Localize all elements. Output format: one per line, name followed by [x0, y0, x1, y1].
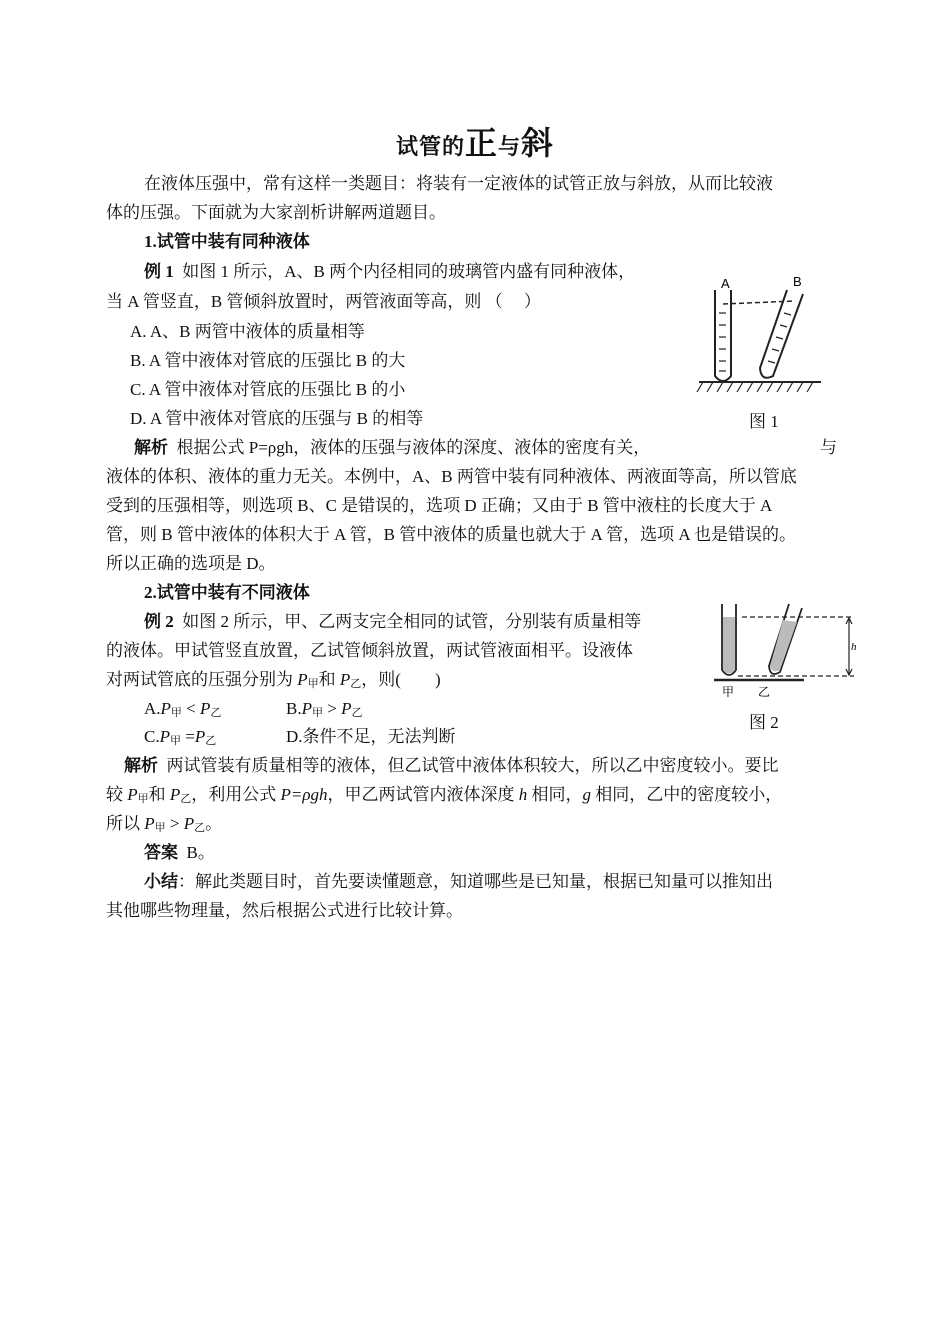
- summary-line: 其他哪些物理量，然后根据公式进行比较计算。: [106, 901, 463, 920]
- figure-label-a: A: [721, 276, 730, 291]
- title-text: 正: [464, 125, 498, 161]
- figure-label-jia: 甲: [722, 685, 735, 699]
- figure-1-caption: 图 1: [749, 412, 779, 431]
- title-text: 斜: [521, 125, 555, 161]
- analysis-text: 根据公式 P=ρgh，液体的压强与液体的深度、液体的密度有关，: [176, 438, 651, 457]
- figure-2-caption: 图 2: [749, 713, 779, 732]
- analysis-label: 解析: [124, 756, 158, 775]
- section-heading: 2.试管中装有不同液体: [144, 583, 310, 602]
- example-text: ，则( ): [361, 670, 441, 689]
- analysis-text: ，甲乙两试管内液体深度: [327, 785, 519, 804]
- option-c: [144, 723, 216, 755]
- symbol-p: P: [159, 727, 170, 746]
- symbol-p: P: [194, 727, 206, 746]
- symbol-p: P: [200, 699, 211, 718]
- analysis-text: 与: [820, 438, 837, 457]
- subscript-yi: 乙: [351, 707, 363, 719]
- symbol-p: P: [160, 699, 171, 718]
- example-text: 如图 1 所示，A、B 两个内径相同的玻璃管内盛有同种液体，: [182, 262, 636, 281]
- analysis-text: 较: [106, 785, 128, 804]
- example-line: 当 A 管竖直，B 管倾斜放置时，两管液面等高，则 （ ）: [106, 292, 541, 311]
- option-c: C. A 管中液体对管底的压强比 B 的小: [130, 380, 406, 399]
- intro-line: 体的压强。下面就为大家剖析讲解两道题目。: [106, 203, 446, 222]
- operator: >: [165, 814, 184, 833]
- operator: <: [181, 699, 201, 718]
- figure-label-b: B: [793, 274, 802, 289]
- summary-line: [144, 868, 773, 896]
- example-label: 例 1: [144, 262, 174, 281]
- analysis-text: 两试管装有质量相等的液体，但乙试管中液体体积较大，所以乙中密度较小。要比: [166, 756, 779, 775]
- operator: >: [322, 699, 342, 718]
- example-text: 对两试管底的压强分别为: [106, 670, 298, 689]
- analysis-label: 解析: [134, 438, 168, 457]
- symbol-g: g: [582, 785, 592, 804]
- formula: P=ρgh: [280, 785, 328, 804]
- analysis-text: 相同，乙中的密度较小，: [591, 785, 783, 804]
- example-line: [106, 666, 441, 698]
- title-text: 试管的: [395, 134, 465, 159]
- option-prefix: B.: [286, 699, 302, 718]
- example-line: 的液体。甲试管竖直放置，乙试管倾斜放置，两试管液面相平。设液体: [106, 641, 633, 660]
- subscript-jia: 甲: [169, 735, 181, 747]
- analysis-text: 所以: [106, 814, 145, 833]
- analysis-line: 液体的体积、液体的重力无关。本例中，A、B 两管中装有同种液体、两液面等高，所以管底: [106, 467, 797, 486]
- subscript-yi: 乙: [180, 793, 192, 805]
- analysis-text: ，利用公式: [191, 785, 281, 804]
- page-title: [0, 118, 950, 164]
- option-b: B. A 管中液体对管底的压强比 B 的大: [130, 351, 406, 370]
- intro-line: 在液体压强中，常有这样一类题目：将装有一定液体的试管正放与斜放，从而比较液: [144, 174, 773, 193]
- symbol-h: h: [518, 785, 528, 804]
- symbol-p: P: [144, 814, 155, 833]
- option-d: D.条件不足，无法判断: [286, 727, 456, 746]
- option-a: A. A、B 两管中液体的质量相等: [130, 322, 365, 341]
- example-text: 如图 2 所示，甲、乙两支完全相同的试管，分别装有质量相等: [182, 612, 642, 631]
- figure-label-yi: 乙: [758, 685, 771, 699]
- subscript-jia: 甲: [137, 793, 149, 805]
- analysis-line: 受到的压强相等，则选项 B、C 是错误的，选项 D 正确；又由于 B 管中液柱的长度大于 A: [106, 496, 773, 515]
- subscript-jia: 甲: [170, 707, 182, 719]
- analysis-line: [134, 434, 650, 462]
- figure-1-diagram: [695, 268, 835, 408]
- answer-label: 答案: [144, 843, 178, 862]
- option-prefix: C.: [144, 727, 160, 746]
- figure-label-h: h: [851, 641, 857, 653]
- summary-text: ：解此类题目时，首先要读懂题意，知道哪些是已知量，根据已知量可以推知出: [178, 872, 773, 891]
- section-heading: 1.试管中装有同种液体: [144, 232, 310, 251]
- analysis-line: 管，则 B 管中液体的体积大于 A 管，B 管中液体的质量也就大于 A 管，选项 A 也是错误的。: [106, 525, 796, 544]
- option-d: D. A 管中液体对管底的压强与 B 的相等: [130, 409, 424, 428]
- subscript-jia: 甲: [154, 822, 166, 834]
- example-line: [144, 608, 641, 636]
- subscript-yi: 乙: [194, 822, 206, 834]
- subscript-yi: 乙: [350, 678, 362, 690]
- subscript-yi: 乙: [205, 735, 217, 747]
- analysis-text: 。: [205, 814, 223, 833]
- symbol-p: P: [297, 670, 308, 689]
- answer-text: B。: [186, 843, 215, 862]
- symbol-p: P: [169, 785, 181, 804]
- analysis-line: 所以正确的选项是 D。: [106, 554, 276, 573]
- title-text: 与: [498, 134, 522, 159]
- operator: =: [180, 727, 195, 746]
- example-text: 和: [318, 670, 340, 689]
- example-line: [144, 258, 635, 286]
- symbol-p: P: [127, 785, 138, 804]
- example-label: 例 2: [144, 612, 174, 631]
- subscript-yi: 乙: [210, 707, 222, 719]
- summary-label: 小结: [144, 872, 178, 891]
- symbol-p: P: [339, 670, 351, 689]
- answer-line: [144, 839, 215, 867]
- analysis-text: 相同，: [527, 785, 583, 804]
- option-prefix: A.: [144, 699, 161, 718]
- symbol-p: P: [183, 814, 195, 833]
- figure-2-diagram: [712, 600, 862, 700]
- symbol-p: P: [301, 699, 312, 718]
- analysis-line: [106, 781, 782, 813]
- analysis-text: 和: [148, 785, 170, 804]
- subscript-jia: 甲: [307, 678, 319, 690]
- symbol-p: P: [341, 699, 352, 718]
- analysis-line: [124, 752, 779, 780]
- analysis-line: [106, 810, 222, 842]
- subscript-jia: 甲: [311, 707, 323, 719]
